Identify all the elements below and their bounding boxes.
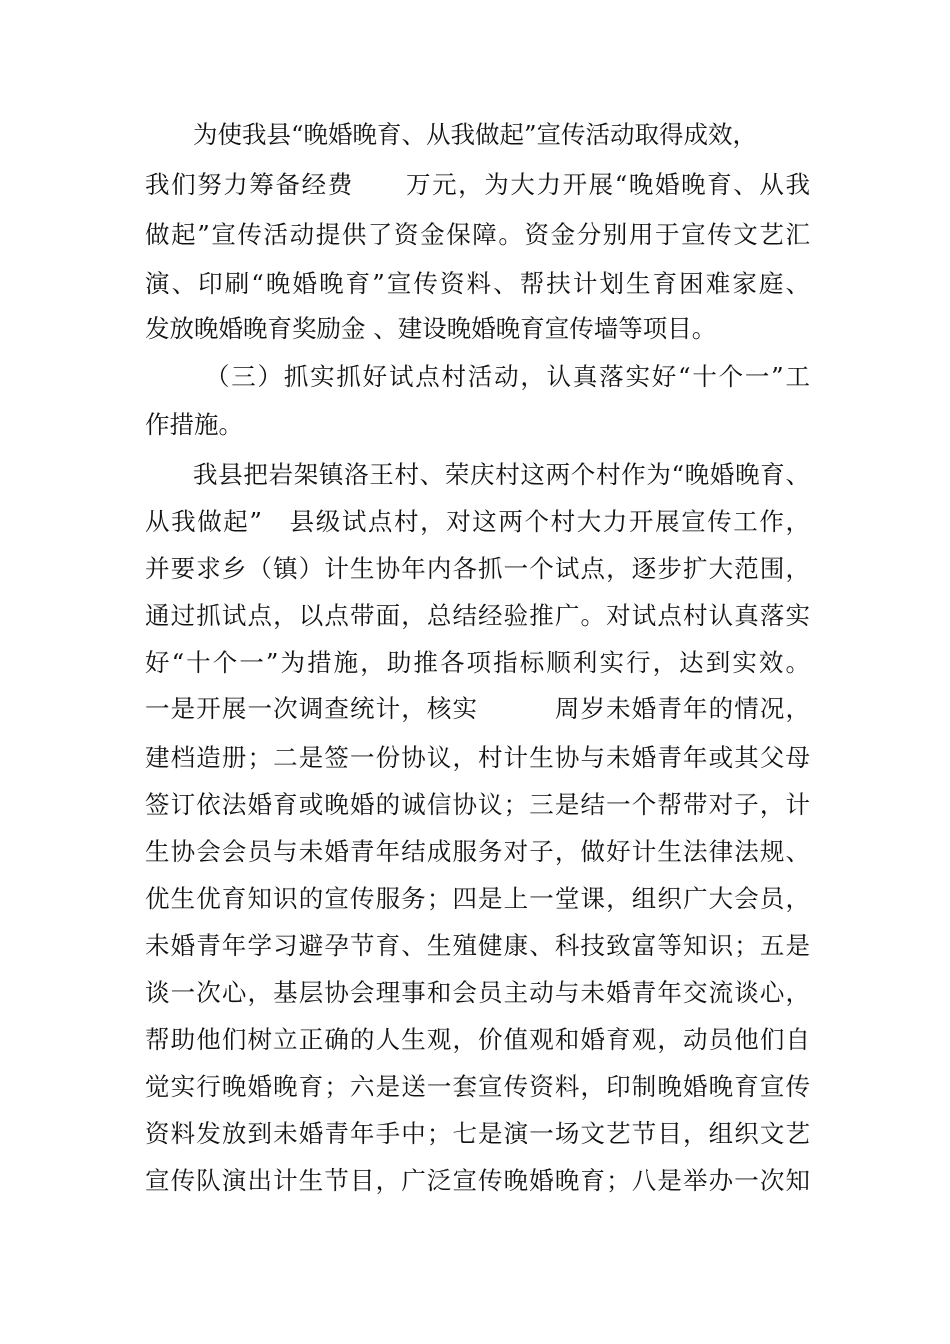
paragraph-line-8: 并要求乡（镇）计生协年内各抓一个试点，逐步扩大范围， <box>145 554 810 583</box>
paragraph-line-10: 好“十个一”为措施，助推各项指标顺利实行，达到实效。 <box>145 648 810 677</box>
paragraph-line-6: 我县把岩架镇洛王村、荣庆村这两个村作为“晚婚晚育、 <box>193 460 810 489</box>
paragraph-line-21: 宣传队演出计生节目，广泛宣传晚婚晚育；八是举办一次知 <box>145 1166 810 1195</box>
section-heading-line-2: 作措施。 <box>145 410 243 439</box>
paragraph-line-9: 通过抓试点，以点带面，总结经验推广。对试点村认真落实 <box>145 601 810 630</box>
paragraph-line-17: 谈一次心，基层协会理事和会员主动与未婚青年交流谈心， <box>145 978 810 1007</box>
paragraph-line-19: 觉实行晚婚晚育；六是送一套宣传资料，印制晚婚晚育宣传 <box>145 1072 810 1101</box>
paragraph-line-2: 我们努力筹备经费 万元，为大力开展“晚婚晚育、从我 <box>145 170 810 199</box>
paragraph-line-4: 演、印刷“晚婚晚育”宣传资料、帮扶计划生育困难家庭、 <box>145 269 810 298</box>
paragraph-line-12: 建档造册；二是签一份协议，村计生协与未婚青年或其父母 <box>145 743 810 772</box>
paragraph-line-3: 做起”宣传活动提供了资金保障。资金分别用于宣传文艺汇 <box>145 220 810 249</box>
paragraph-line-11: 一是开展一次调查统计，核实 周岁未婚青年的情况， <box>145 694 810 723</box>
paragraph-line-20: 资料发放到未婚青年手中；七是演一场文艺节目，组织文艺 <box>145 1119 810 1148</box>
paragraph-line-15: 优生优育知识的宣传服务；四是上一堂课，组织广大会员， <box>145 884 810 913</box>
paragraph-line-18: 帮助他们树立正确的人生观，价值观和婚育观，动员他们自 <box>145 1025 810 1054</box>
paragraph-line-1: 为使我县“晚婚晚育、从我做起”宣传活动取得成效， <box>193 120 758 149</box>
paragraph-line-5: 发放晚婚晚育奖励金 、建设晚婚晚育宣传墙等项目。 <box>145 314 717 343</box>
paragraph-line-7: 从我做起” 县级试点村，对这两个村大力开展宣传工作， <box>145 507 810 536</box>
paragraph-line-16: 未婚青年学习避孕节育、生殖健康、科技致富等知识；五是 <box>145 931 810 960</box>
paragraph-line-14: 生协会会员与未婚青年结成服务对子，做好计生法律法规、 <box>145 837 810 866</box>
paragraph-line-13: 签订依法婚育或晚婚的诚信协议；三是结一个帮带对子，计 <box>145 790 810 819</box>
section-heading-line-1: （三）抓实抓好试点村活动，认真落实好“十个一”工 <box>205 362 810 391</box>
